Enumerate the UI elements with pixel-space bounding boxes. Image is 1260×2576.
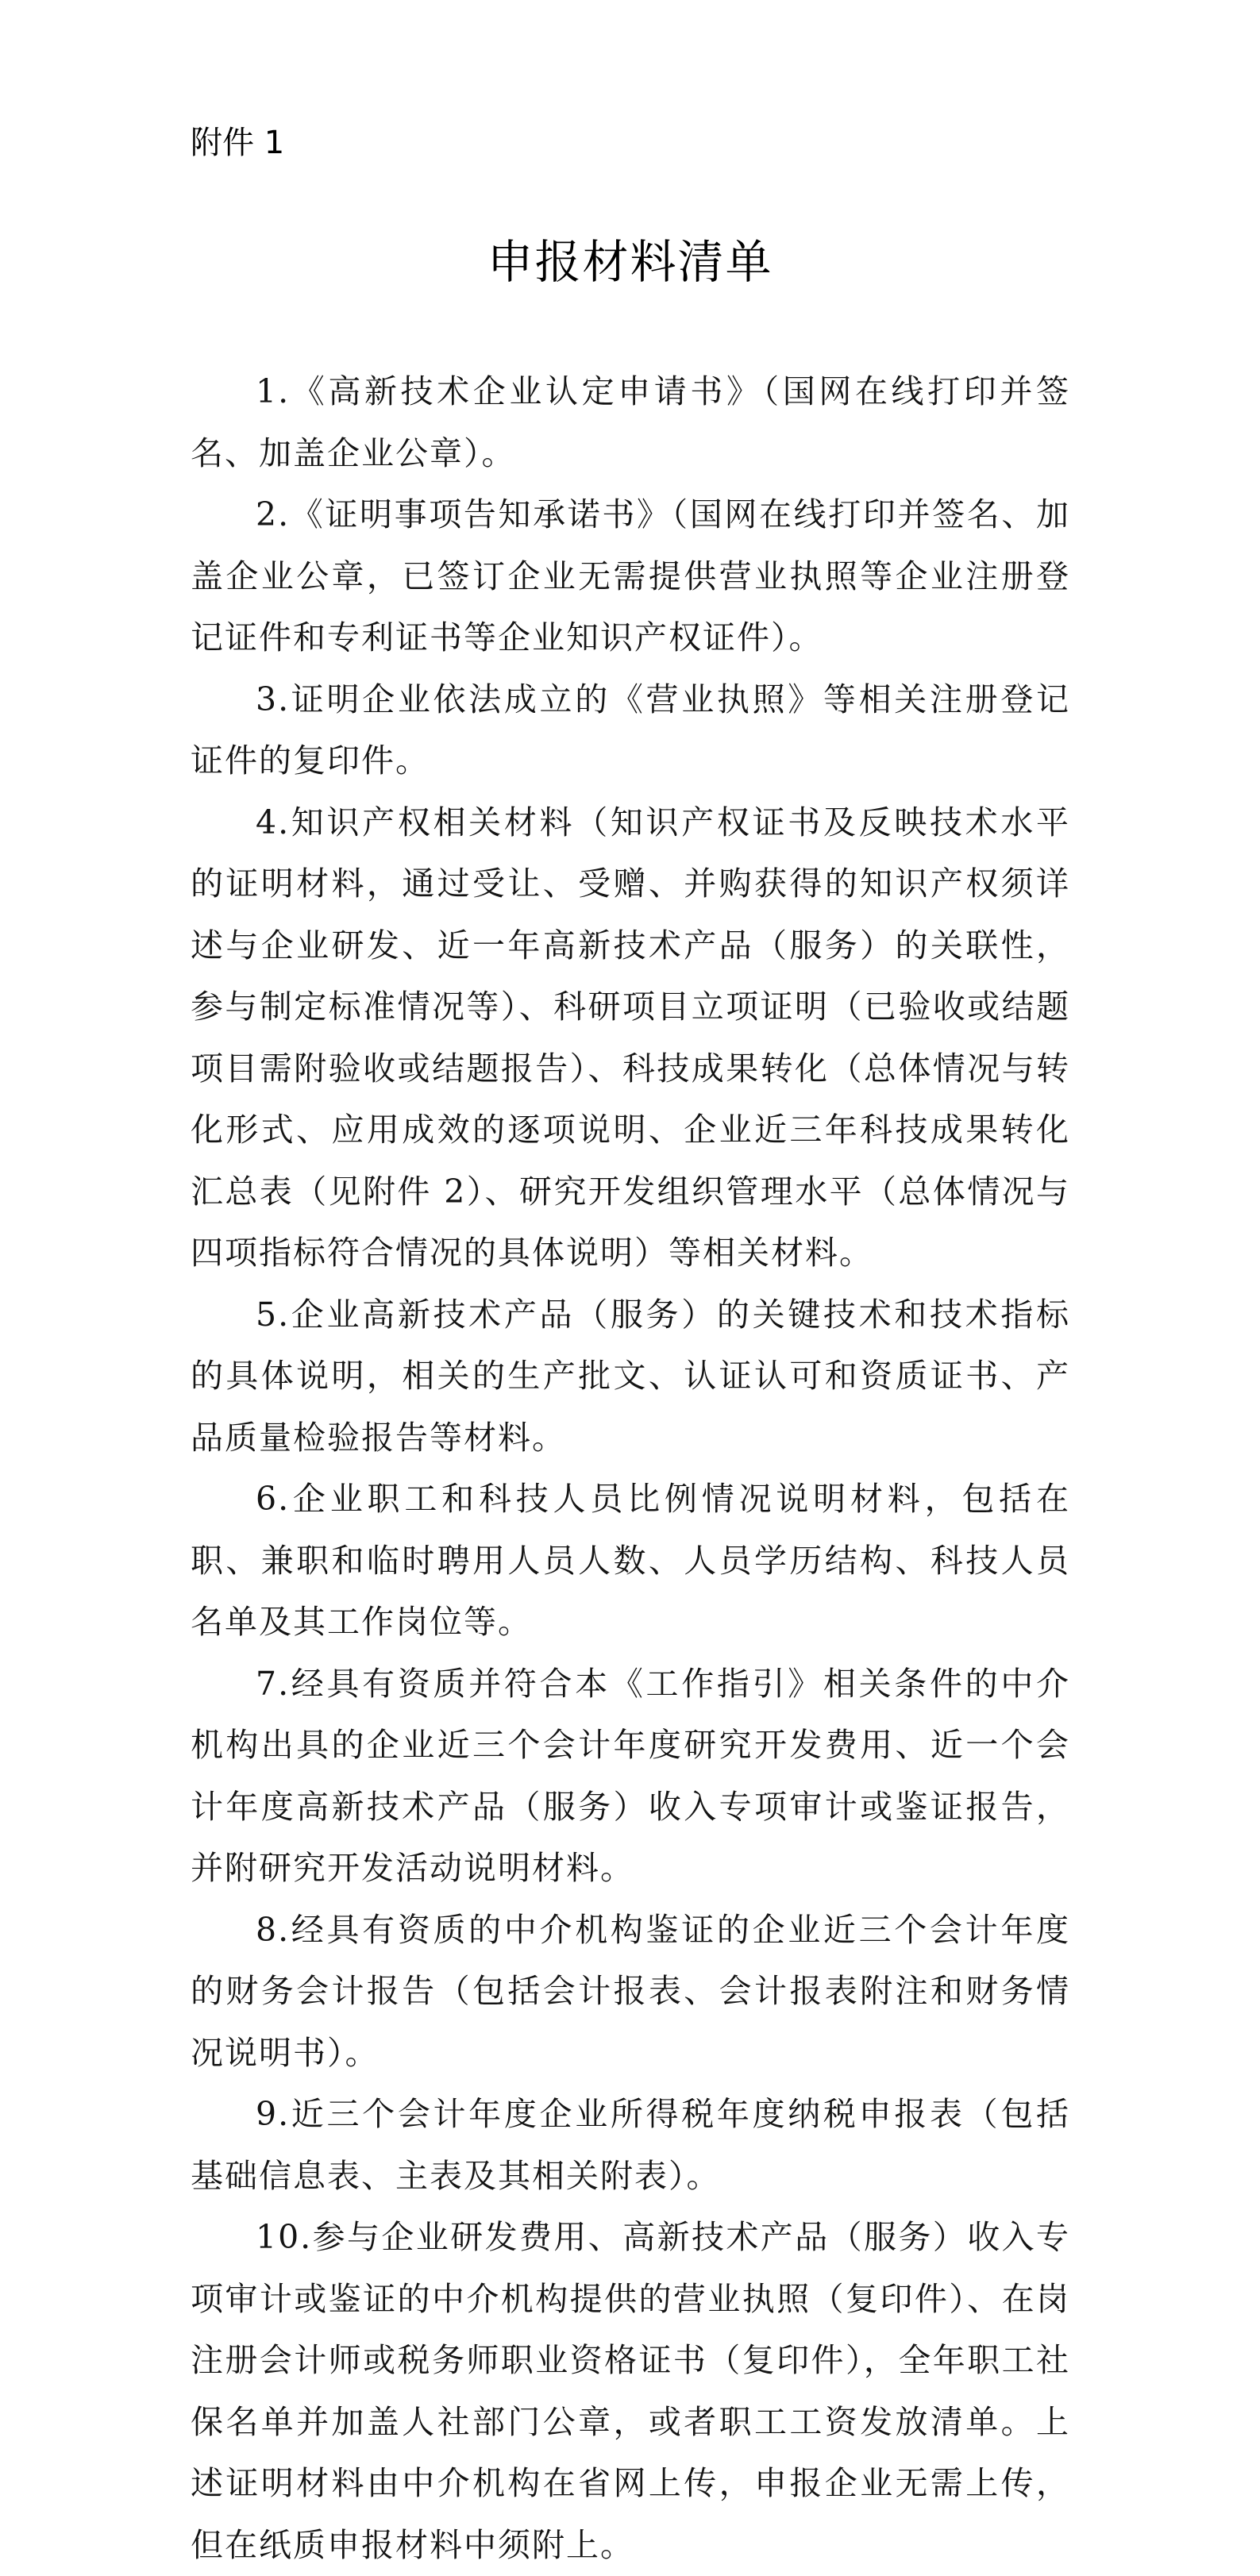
list-item-8: 8.经具有资质的中介机构鉴证的企业近三个会计年度的财务会计报告（包括会计报表、会计报表附注和财务情况说明书）。 (191, 1910, 1070, 2072)
list-item-4: 4.知识产权相关材料（知识产权证书及反映技术水平的证明材料，通过受让、受赠、并购获得的知识产权须详述与企业研发、近一年高新技术产品（服务）的关联性，参与制定标准情况等）、科研项目立项证明（已验收或结题项目需附验收或结题报告）、科技成果转化（总体情况与转化形式、应用成效的逐项说明、企业近三年科技成果转化汇总表（见附件 2）、研究开发组织管理水平（总体情况与四项指标符合情况的具体说明）等相关材料。 (191, 803, 1070, 1272)
list-item-9: 9.近三个会计年度企业所得税年度纳税申报表（包括基础信息表、主表及其相关附表）。 (191, 2095, 1070, 2195)
list-item-10: 10.参与企业研发费用、高新技术产品（服务）收入专项审计或鉴证的中介机构提供的营业执照（复印件）、在岗注册会计师或税务师职业资格证书（复印件），全年职工社保名单并加盖人社部门公章，或者职工工资发放清单。上述证明材料由中介机构在省网上传，申报企业无需上传，但在纸质申报材料中须附上。 (191, 2218, 1070, 2564)
list-item-3: 3.证明企业依法成立的《营业执照》等相关注册登记证件的复印件。 (191, 680, 1070, 780)
list-item-6: 6.企业职工和科技人员比例情况说明材料，包括在职、兼职和临时聘用人员人数、人员学历结构、科技人员名单及其工作岗位等。 (191, 1480, 1070, 1641)
list-item-1: 1.《高新技术企业认定申请书》（国网在线打印并签名、加盖企业公章）。 (191, 372, 1070, 472)
list-item-7: 7.经具有资质并符合本《工作指引》相关条件的中介机构出具的企业近三个会计年度研究开发费用、近一个会计年度高新技术产品（服务）收入专项审计或鉴证报告，并附研究开发活动说明材料。 (191, 1664, 1070, 1887)
list-item-2: 2.《证明事项告知承诺书》（国网在线打印并签名、加盖企业公章，已签订企业无需提供营业执照等企业注册登记证件和专利证书等企业知识产权证件）。 (191, 495, 1070, 657)
list-item-5: 5.企业高新技术产品（服务）的关键技术和技术指标的具体说明，相关的生产批文、认证认可和资质证书、产品质量检验报告等材料。 (191, 1295, 1070, 1457)
page-title: 申报材料清单 (487, 235, 773, 289)
attachment-label: 附件 1 (191, 125, 285, 161)
document-body (191, 361, 1070, 2576)
